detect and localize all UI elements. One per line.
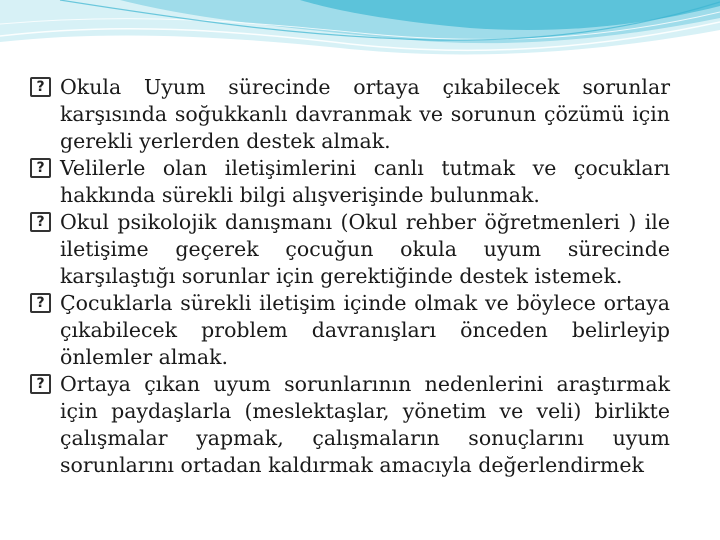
bullet-icon: ? — [30, 374, 51, 394]
bullet-icon: ? — [30, 293, 51, 313]
list-item — [30, 155, 670, 209]
bullet-icon: ? — [30, 212, 51, 232]
list-item — [30, 74, 670, 155]
list-item-text: Çocuklarla sürekli iletişim içinde olmak ve böylece ortaya çıkabilecek problem davranışları önceden belirleyip önlemler almak. — [60, 291, 670, 369]
list-item-text: Okula Uyum sürecinde ortaya çıkabilecek sorunlar karşısında soğukkanlı davranmak ve sorunun çözümü için gerekli yerlerden destek almak. — [60, 75, 670, 153]
list-item — [30, 209, 670, 290]
list-item-text: Velilerle olan iletişimlerini canlı tutmak ve çocukları hakkında sürekli bilgi alışverişinde bulunmak. — [60, 156, 670, 207]
bullet-icon: ? — [30, 158, 51, 178]
bullet-list — [30, 74, 670, 479]
list-item-text: Okul psikolojik danışmanı (Okul rehber öğretmenleri ) ile iletişime geçerek çocuğun okula uyum sürecinde karşılaştığı sorunlar için gerektiğinde destek istemek. — [60, 210, 670, 288]
list-item — [30, 371, 670, 479]
bullet-icon: ? — [30, 77, 51, 97]
list-item — [30, 290, 670, 371]
list-item-text: Ortaya çıkan uyum sorunlarının nedenlerini araştırmak için paydaşlarla (meslektaşlar, yönetim ve veli) birlikte çalışmalar yapmak, çalışmaların sonuçlarını uyum sorunlarını ortadan kaldırmak amacıyla değerlendirmek — [60, 372, 670, 477]
header-wave-decoration — [0, 0, 720, 70]
